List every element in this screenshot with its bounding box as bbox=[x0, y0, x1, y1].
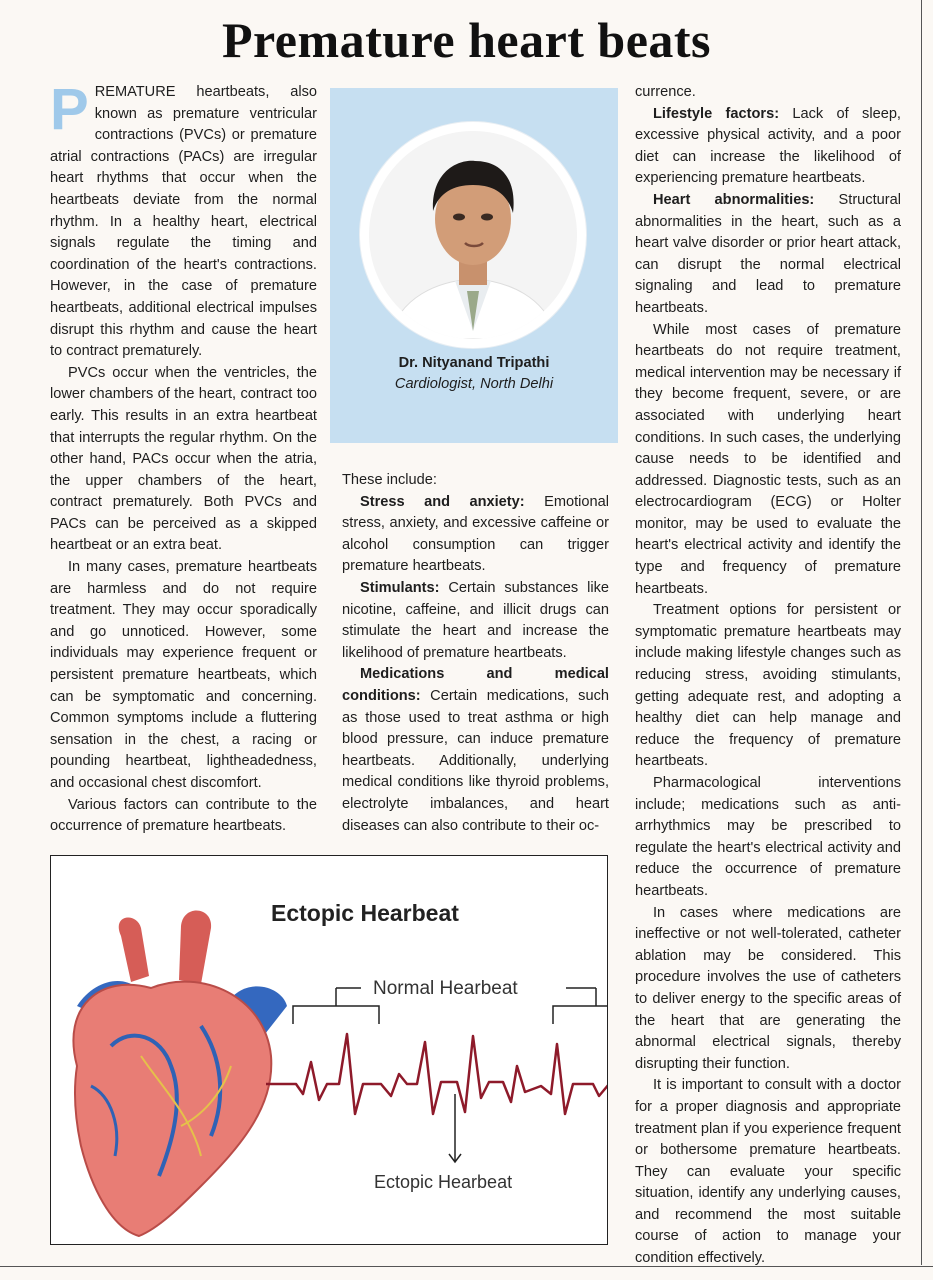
page-rule bbox=[0, 1266, 933, 1267]
intro-paragraph bbox=[50, 77, 317, 363]
factor-medications bbox=[342, 664, 609, 837]
doctor-portrait bbox=[360, 122, 586, 348]
portrait-illustration bbox=[369, 131, 577, 339]
doctor-box bbox=[330, 88, 618, 443]
factor-lifestyle bbox=[635, 104, 901, 190]
lead-word: REMATURE bbox=[94, 84, 176, 100]
ectopic-heartbeat-label: Ectopic Hearbeat bbox=[374, 1172, 513, 1192]
column-1 bbox=[50, 77, 317, 838]
factor-abnormalities-label: Heart abnormalities: bbox=[653, 191, 815, 208]
paragraph-ablation: In cases where medications are ineffective or not well-tolerated, catheter ablation may be considered. This procedure involves the use of catheters to deliver energy to the specific areas of the heart that are generating the abnormal electrical signals, thereby disrupting their function. bbox=[635, 904, 901, 1072]
paragraph-treatment: While most cases of premature heartbeats do not require treatment, medical intervention may be necessary if they become frequent, severe, or are associated with underlying heart conditions. In such cases, the underlying cause needs to be identified and addressed. Diagnostic tests, such as an electrocardiogram (ECG) or Holter monitor, may be used to evaluate the heart's electrical activity and identify the type and frequency of premature heartbeats. bbox=[635, 321, 901, 597]
factor-stimulants-label: Stimulants: bbox=[360, 579, 440, 596]
paragraph-consult: It is important to consult with a doctor for a proper diagnosis and appropriate treatment plan if you experience frequent or bothersome premature heartbeats. They can evaluate your specific situation, identify any underlying causes, and recommend the most suitable course of action to manage your condition effectively. bbox=[635, 1077, 901, 1267]
paragraph-pvcs: PVCs occur when the ventricles, the lower chambers of the heart, contract too early. This results in an extra heartbeat that interrupts the regular rhythm. On the other hand, PACs occur when the atria, the upper chambers of the heart, contract prematurely. Both PVCs and PACs can be perceived as a skipped heartbeat or an extra beat. bbox=[50, 364, 317, 554]
column-rule bbox=[921, 0, 922, 1265]
factor-stimulants-text: Certain substances like nicotine, caffeine, and illicit drugs can stimulate the heart and increase the likelihood of premature heartbeats. bbox=[342, 579, 609, 661]
headline: Premature heart beats bbox=[221, 12, 712, 68]
diagram-title: Ectopic Hearbeat bbox=[271, 900, 459, 926]
ecg-trace bbox=[266, 1034, 608, 1114]
factor-medications-text: Certain medications, such as those used to treat asthma or high blood pressure, can induce premature heartbeats. Additionally, underlying medical conditions like thyroid problems, electrolyte imbalances, and heart diseases can also contribute to their oc- bbox=[342, 687, 609, 834]
factor-lifestyle-text: Lack of sleep, excessive physical activity, and a poor diet can increase the likelihood of experiencing premature heartbeats. bbox=[635, 105, 901, 187]
drop-cap: P bbox=[50, 77, 89, 142]
factor-lifestyle-label: Lifestyle factors: bbox=[653, 105, 780, 122]
continuation-text: currence. bbox=[635, 84, 696, 100]
paragraph-symptoms: In many cases, premature heartbeats are harmless and do not require treatment. They may occur sporadically and go unnoticed. However, some individuals may experience frequent or persistent premature heartbeats, which can be symptomatic and concerning. Common symptoms include a fluttering sensation in the chest, a racing or pounding heartbeat, lightheadedness, and occasional chest discomfort. bbox=[50, 559, 317, 791]
factor-stress-label: Stress and anxiety: bbox=[360, 493, 525, 510]
factor-stress bbox=[342, 492, 609, 578]
normal-heartbeat-label: Normal Hearbeat bbox=[373, 978, 518, 999]
heart-illustration bbox=[73, 910, 287, 1236]
column-3 bbox=[635, 82, 901, 1270]
paragraph-pharmacological: Pharmacological interventions include; medications such as anti-arrhythmics may be prescribed to regulate the heart's electrical activity and reduce the occurrence of premature heartbeats. bbox=[635, 775, 901, 899]
column-2 bbox=[342, 470, 609, 837]
factor-stimulants bbox=[342, 578, 609, 664]
factor-medications-label: Medications and medical conditions: bbox=[342, 666, 609, 704]
factors-intro: These include: bbox=[342, 472, 437, 488]
doctor-role: Cardiologist, North Delhi bbox=[394, 376, 554, 392]
paragraph-factors: Various factors can contribute to the occurrence of premature heartbeats. bbox=[50, 796, 317, 835]
factor-heart-abnormalities bbox=[635, 190, 901, 320]
factor-abnormalities-text: Structural abnormalities in the heart, such as a heart valve disorder or prior heart attack, can disrupt the normal electrical signaling and lead to premature heartbeats. bbox=[635, 191, 901, 316]
ectopic-diagram bbox=[50, 855, 608, 1245]
intro-text: heartbeats, also known as premature ventricular contractions (PVCs) or premature atrial contractions (PACs) are irregular heart rhythms that occur when the heartbeats deviate from the normal rhythm. In a healthy heart, electrical signals regulate the timing and coordination of the heart's contractions. However, in the case of premature heartbeats, additional electrical impulses disrupt this rhythm and cause the heart to contract prematurely. bbox=[50, 84, 317, 360]
factor-stress-text: Emotional stress, anxiety, and excessive caffeine or alcohol consumption can trigger premature heartbeats. bbox=[342, 493, 609, 575]
doctor-name: Dr. Nityanand Tripathi bbox=[398, 355, 550, 371]
paragraph-options: Treatment options for persistent or symptomatic premature heartbeats may include making lifestyle changes such as reducing stress, avoiding stimulants, getting adequate rest, and adopting a healthy diet can help manage and reduce the frequency of premature heartbeats. bbox=[635, 602, 901, 770]
